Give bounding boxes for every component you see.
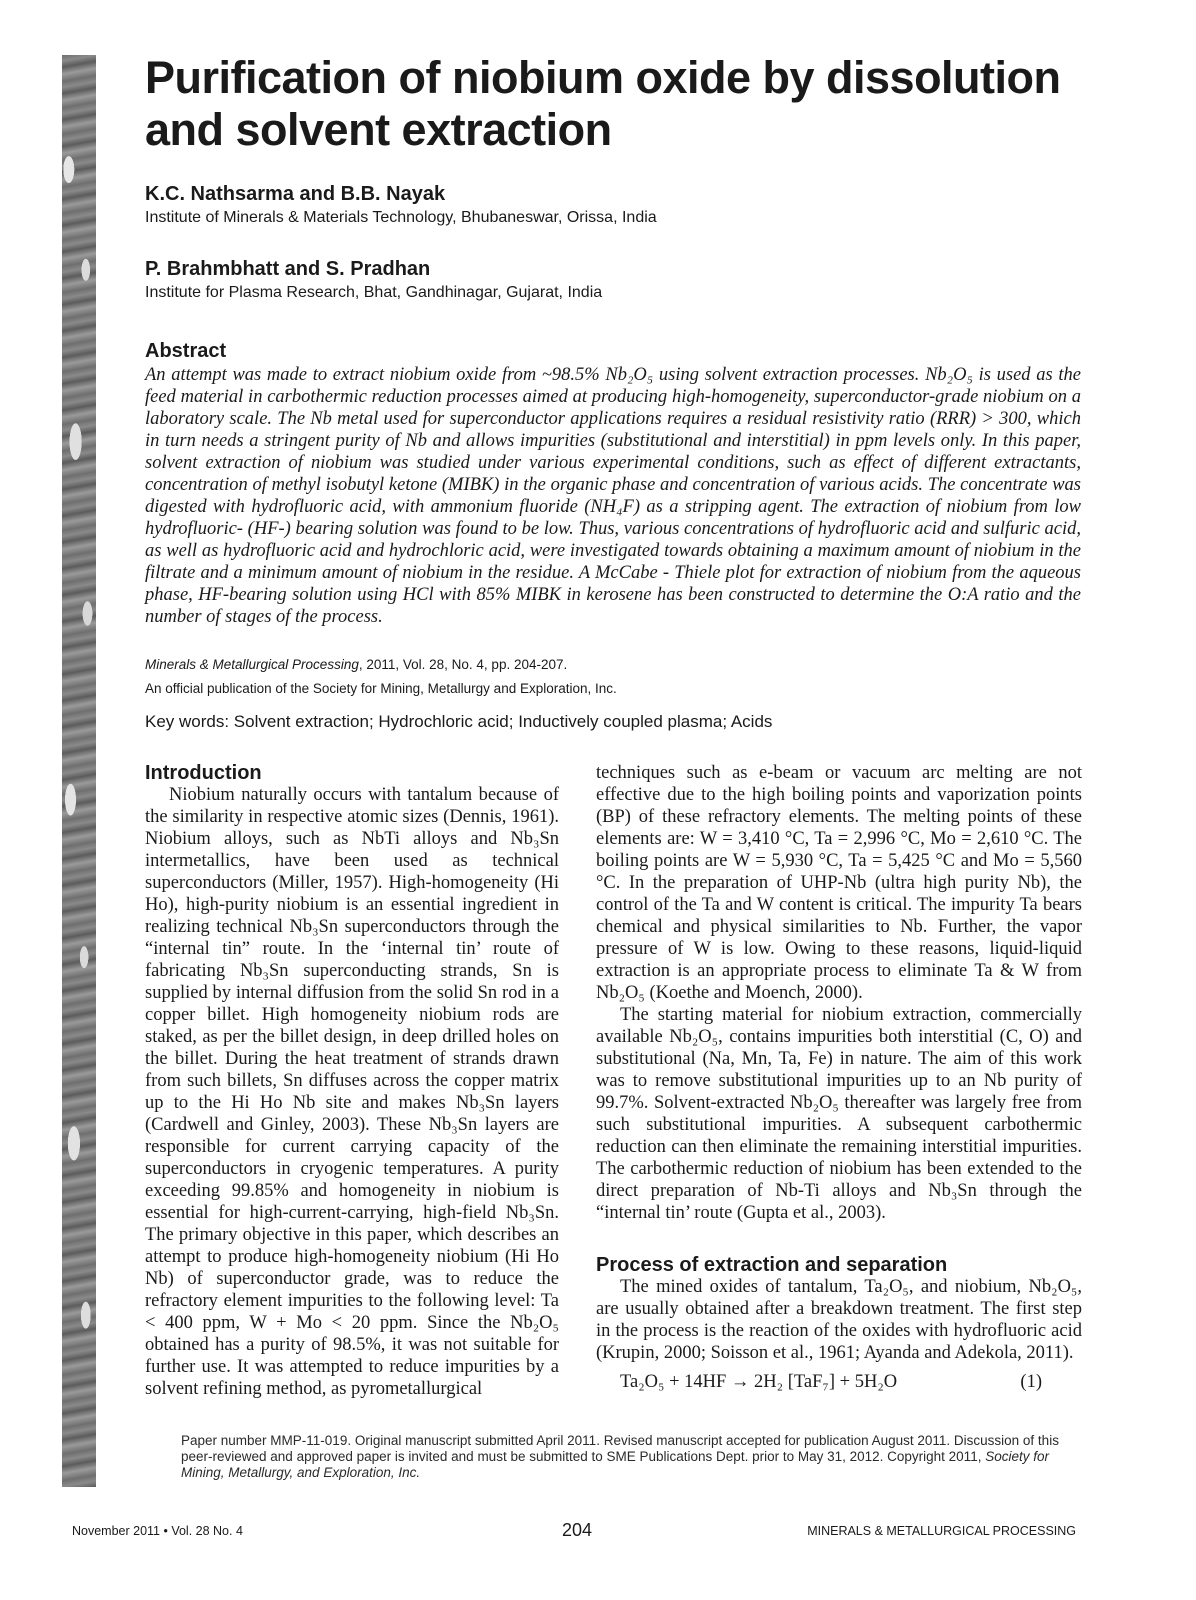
process-heading: Process of extraction and separation: [596, 1254, 948, 1276]
right-column: [596, 762, 1082, 1393]
process-paragraph-1: The mined oxides of tantalum, Ta₂O₅, and niobium, Nb₂O₅, are usually obtained after a breakdown treatment. The first step in the process is the reaction of the oxides with hydrofluoric acid (Krupin, 2000; Soisson et al., 1961; Ayanda and Adekola, 2011).: [596, 1277, 1082, 1363]
paper-footnote: [181, 1433, 1061, 1481]
decorative-side-stripe: [62, 55, 96, 1487]
footer-journal-name: MINERALS & METALLURGICAL PROCESSING: [807, 1524, 1076, 1538]
equation-1-formula: Ta₂O₅ + 14HF → 2H₂ [TaF₇] + 5H₂O: [620, 1372, 898, 1392]
abstract-body: An attempt was made to extract niobium oxide from ~98.5% Nb₂O₅ using solvent extraction processes. Nb₂O₅ is used as the feed material in carbothermic reduction processes aimed at producing high-homogeneity, superconductor-grade niobium on a laboratory scale. The Nb metal used for superconductor applications requires a residual resistivity ratio (RRR) > 300, which in turn needs a stringent purity of Nb and allows impurities (substitutional and interstitial) in ppm levels only. In this paper, solvent extraction of niobium was studied under various experimental conditions, such as effect of different extractants, concentration of methyl isobutyl ketone (MIBK) in the organic phase and concentration of various acids. The concentrate was digested with hydrofluoric acid, with ammonium fluoride (NH₄F) as a stripping agent. The extraction of niobium from low hydrofluoric- (HF-) bearing solution was found to be low. Thus, various concentrations of hydrofluoric acid and sulfuric acid, as well as hydrofluoric acid and hydrochloric acid, were investigated towards obtaining a maximum amount of niobium in the filtrate and a minimum amount of niobium in the residue. A McCabe - Thiele plot for extraction of niobium from the aqueous phase, HF-bearing solution using HCl with 85% MIBK in kerosene has been constructed to determine the O:A ratio and the number of stages of the process.: [145, 365, 1081, 627]
footer-issue: November 2011 • Vol. 28 No. 4: [72, 1524, 243, 1538]
paper-title: Purification of niobium oxide by dissolution and solvent extraction: [145, 52, 1061, 155]
introduction-paragraph-1: Niobium naturally occurs with tantalum because of the similarity in respective atomic sizes (Dennis, 1961). Niobium alloys, such as NbTi alloys and Nb₃Sn intermetallics, have been used as technical superconductors (Miller, 1957). High-homogeneity (Hi Ho), high-purity niobium is an essential ingredient in realizing technical Nb₃Sn superconductors through the “internal tin” route. In the ‘internal tin’ route of fabricating Nb₃Sn superconducting strands, Sn is supplied by internal diffusion from the solid Sn rod in a copper billet. High homogeneity niobium rods are staked, as per the billet design, in deep drilled holes on the billet. During the heat treatment of strands drawn from such billets, Sn diffuses across the copper matrix up to the Hi Ho Nb site and makes Nb₃Sn layers (Cardwell and Ginley, 2003). These Nb₃Sn layers are responsible for current carrying capacity of the superconductors in cryogenic temperatures. A purity exceeding 99.85% and homogeneity in niobium is essential for high-current-carrying, high-field Nb₃Sn. The primary objective in this paper, which describes an attempt to produce high-homogeneity niobium (Hi Ho Nb) of superconductor grade, was to reduce the refractory element impurities to the following level: Ta < 400 ppm, W + Mo < 20 ppm. Since the Nb₂O₅ obtained has a purity of 98.5%, it was not suitable for further use. It was attempted to reduce impurities by a solvent refining method, as pyrometallurgical: [145, 785, 559, 1399]
introduction-heading: Introduction: [145, 762, 262, 784]
footnote-society: Society for Mining, Metallurgy, and Exploration, Inc.: [181, 1449, 1049, 1480]
footer-page-number: 204: [562, 1520, 593, 1540]
equation-1-number: (1): [1020, 1372, 1042, 1392]
equation-1: [596, 1364, 1082, 1393]
introduction-paragraph-1-continued: techniques such as e-beam or vacuum arc melting are not effective due to the high boiling points and vaporization points (BP) of these refractory elements. The melting points of these elements are: W = 3,410 °C, Ta = 2,996 °C, Mo = 2,610 °C. The boiling points are W = 5,930 °C, Ta = 5,425 °C and Mo = 5,560 °C. In the preparation of UHP-Nb (ultra high purity Nb), the control of the Ta and W content is critical. The impurity Ta bears chemical and physical similarities to Nb. Further, the vapor pressure of W is low. Owing to these reasons, liquid-liquid extraction is an appropriate process to eliminate Ta & W from Nb₂O₅ (Koethe and Moench, 2000).: [596, 763, 1082, 1003]
citation-details: , 2011, Vol. 28, No. 4, pp. 204-207.: [358, 657, 568, 672]
official-publication-note: An official publication of the Society for Mining, Metallurgy and Exploration, Inc.: [145, 681, 617, 696]
citation-line: [145, 657, 567, 672]
left-column: [145, 762, 559, 1400]
abstract-heading: Abstract: [145, 340, 227, 362]
keywords: Key words: Solvent extraction; Hydrochloric acid; Inductively coupled plasma; Acids: [145, 712, 773, 731]
affiliation-2: Institute for Plasma Research, Bhat, Gandhinagar, Gujarat, India: [145, 284, 603, 301]
authors-group-2: P. Brahmbhatt and S. Pradhan: [145, 258, 431, 280]
citation-journal: Minerals & Metallurgical Processing: [145, 657, 359, 672]
affiliation-1: Institute of Minerals & Materials Technology, Bhubaneswar, Orissa, India: [145, 209, 657, 226]
footnote-text: Paper number MMP-11-019. Original manuscript submitted April 2011. Revised manuscript accepted for publication August 2011. Discussion of this peer-reviewed and approved paper is invited and must be submitted to SME Publications Dept. prior to May 31, 2012. Copyright 2011,: [181, 1433, 1059, 1464]
introduction-paragraph-2: The starting material for niobium extraction, commercially available Nb₂O₅, contains impurities both interstitial (C, O) and substitutional (Na, Mn, Ta, Fe) in nature. The aim of this work was to remove substitutional impurities up to an Nb purity of 99.7%. Solvent-extracted Nb₂O₅ thereafter was largely free from such substitutional impurities. A subsequent carbothermic reduction can then eliminate the remaining interstitial impurities. The carbothermic reduction of niobium has been extended to the direct preparation of Nb-Ti alloys and Nb₃Sn through the “internal tin’ route (Gupta et al., 2003).: [596, 1005, 1082, 1223]
authors-group-1: K.C. Nathsarma and B.B. Nayak: [145, 183, 446, 205]
